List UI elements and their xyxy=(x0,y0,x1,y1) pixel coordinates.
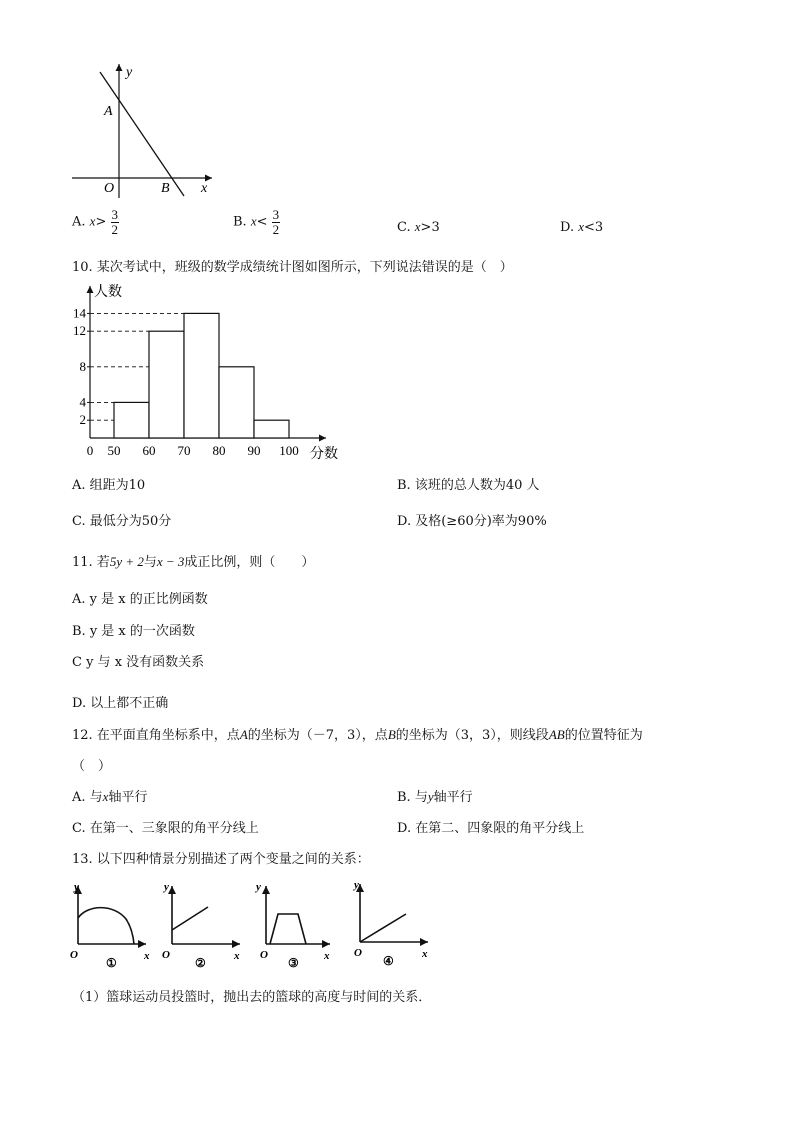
q12-option-b[interactable]: B. 与y轴平行 xyxy=(397,789,473,805)
expression-x-minus-3: x − 3 xyxy=(156,554,185,569)
bar-90-100 xyxy=(254,420,289,438)
fraction: $\frac{3}{2}$ xyxy=(111,207,118,237)
q9-option-d[interactable]: D. x<3 xyxy=(560,219,604,235)
svg-text:O: O xyxy=(354,947,362,959)
bar-60-70 xyxy=(149,331,184,438)
x-tick-label: 50 xyxy=(107,443,121,458)
y-tick-label: 14 xyxy=(73,305,86,321)
bar-50-60 xyxy=(114,402,149,438)
x-tick-label: 80 xyxy=(212,443,226,458)
rising-line xyxy=(172,907,208,930)
x-tick-label: 90 xyxy=(247,443,261,458)
y-tick-label: 12 xyxy=(73,323,86,339)
point-a-label: A xyxy=(104,104,113,119)
bar-80-90 xyxy=(219,367,254,438)
decreasing-line xyxy=(100,72,184,196)
q11-option-d[interactable]: D. 以上都不正确 xyxy=(72,696,169,711)
q11-option-c[interactable]: C y 与 x 没有函数关系 xyxy=(72,655,205,670)
q9-option-b[interactable]: B. x< $\frac{3}{2}$ xyxy=(233,207,280,237)
point-b-label: B xyxy=(161,181,170,196)
y-axis-label: y xyxy=(126,65,133,80)
q10-option-b[interactable]: B. 该班的总人数为40 人 xyxy=(397,478,540,493)
graph-3 xyxy=(254,881,330,970)
svg-text:x: x xyxy=(144,950,150,962)
x-tick-label: 0 xyxy=(86,443,94,458)
x-tick-label: 70 xyxy=(177,443,191,458)
svg-text:x: x xyxy=(324,950,330,962)
line-graph-figure xyxy=(60,58,230,208)
x-tick-label: 100 xyxy=(279,443,299,458)
q12-option-c[interactable]: C. 在第一、三象限的角平分线上 xyxy=(72,821,259,836)
svg-text:y: y xyxy=(74,881,79,893)
graph-1-label: ① xyxy=(106,956,117,970)
q10-option-a[interactable]: A. 组距为10 xyxy=(72,478,146,493)
q11-option-a[interactable]: A. y 是 x 的正比例函数 xyxy=(72,592,208,607)
svg-text:x: x xyxy=(234,950,240,962)
graph-2-label: ② xyxy=(195,956,206,970)
bar-70-80 xyxy=(184,313,219,438)
q10-stem: 10. 某次考试中，班级的数学成绩统计图如图所示，下列说法错误的是（ ） xyxy=(72,260,513,275)
svg-text:O: O xyxy=(70,949,78,961)
option-letter: C. xyxy=(397,220,411,235)
origin-label: O xyxy=(104,181,115,196)
y-tick-label: 4 xyxy=(79,394,86,410)
svg-text:O: O xyxy=(260,949,268,961)
graph-4 xyxy=(352,879,428,968)
y-axis-title: 人数 xyxy=(94,285,122,300)
q12-stem-blank: （ ） xyxy=(72,759,112,774)
svg-text:x: x xyxy=(422,948,428,960)
x-axis-label: x xyxy=(201,181,208,196)
svg-text:y: y xyxy=(354,879,359,891)
graph-1 xyxy=(70,881,150,970)
q9-option-c[interactable]: C. x>3 xyxy=(397,219,440,235)
option-letter: D. xyxy=(560,220,575,235)
q9-option-a[interactable]: A. x> $\frac{3}{2}$ xyxy=(72,207,118,237)
rising-line-from-origin xyxy=(360,914,406,942)
q12-option-d[interactable]: D. 在第二、四象限的角平分线上 xyxy=(397,821,585,836)
x-tick-label: 60 xyxy=(142,443,156,458)
option-letter: B. xyxy=(233,214,247,230)
q12-stem: 12. 在平面直角坐标系中，点A的坐标为（－7，3），点B的坐标为（3，3），则线段AB的位置特征为 xyxy=(72,727,643,743)
svg-text:O: O xyxy=(162,949,170,961)
histogram-chart xyxy=(70,280,360,465)
trapezoid-line xyxy=(270,914,306,944)
expression-5y-plus-2: 5y + 2 xyxy=(109,554,144,569)
graph-4-label: ④ xyxy=(383,954,394,968)
q13-stem: 13. 以下四种情景分别描述了两个变量之间的关系： xyxy=(72,852,370,867)
q11-option-b[interactable]: B. y 是 x 的一次函数 xyxy=(72,624,195,639)
q10-option-c[interactable]: C. 最低分为50分 xyxy=(72,514,172,529)
q12-option-a[interactable]: A. 与x轴平行 xyxy=(72,789,148,805)
q13-graphs-figure xyxy=(66,874,446,974)
q13-item-1: （1）篮球运动员投篮时，抛出去的篮球的高度与时间的关系． xyxy=(72,990,432,1005)
graph-2 xyxy=(162,881,240,970)
svg-text:y: y xyxy=(256,881,261,893)
option-letter: A. xyxy=(72,214,86,230)
y-tick-label: 8 xyxy=(79,358,86,374)
svg-text:y: y xyxy=(164,881,169,893)
q11-stem: 11. 若5y + 2与x − 3成正比例，则（ ） xyxy=(72,554,315,570)
q10-option-d[interactable]: D. 及格(≥60分)率为90% xyxy=(397,514,547,529)
x-axis-title: 分数 xyxy=(310,447,338,462)
parabola-curve xyxy=(78,908,134,944)
fraction: $\frac{3}{2}$ xyxy=(272,207,280,237)
y-tick-label: 2 xyxy=(79,412,86,428)
graph-3-label: ③ xyxy=(288,956,299,970)
